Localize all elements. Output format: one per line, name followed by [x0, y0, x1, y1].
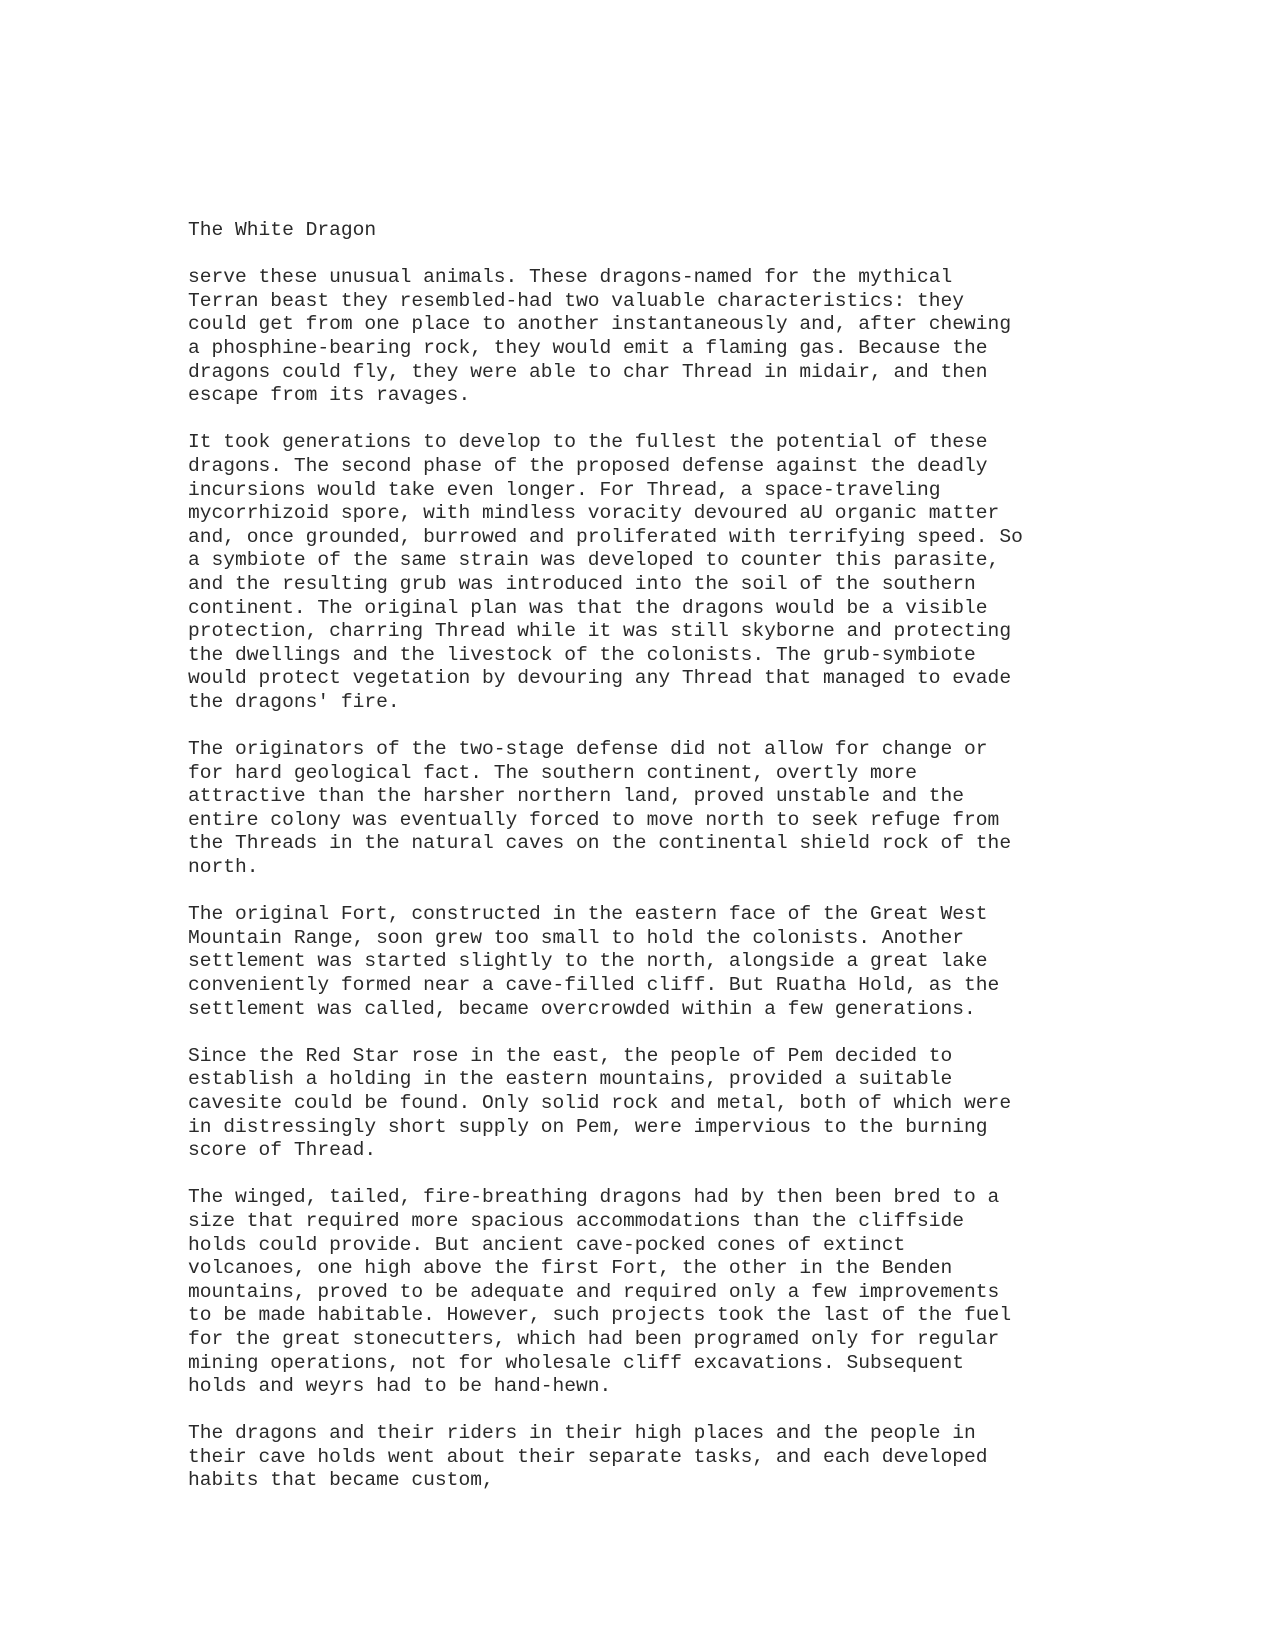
text-line: dragons could fly, they were able to char Thread in midair, and then [188, 360, 988, 383]
text-line: would protect vegetation by devouring any Thread that managed to evade [188, 667, 1012, 690]
text-line: incursions would take even longer. For Thread, a space-traveling [188, 478, 941, 501]
paragraph [188, 738, 1088, 880]
text-line: volcanoes, one high above the first Fort, the other in the Benden [188, 1257, 953, 1280]
text-line: The winged, tailed, fire-breathing dragons had by then been bred to a [188, 1186, 1000, 1209]
text-line: settlement was called, became overcrowded within a few generations. [188, 997, 976, 1020]
text-line: Terran beast they resembled-had two valuable characteristics: they [188, 289, 965, 312]
text-line: holds and weyrs had to be hand-hewn. [188, 1375, 612, 1398]
text-line: dragons. The second phase of the proposed defense against the deadly [188, 454, 988, 477]
text-line: The original Fort, constructed in the eastern face of the Great West [188, 903, 988, 926]
text-line: Mountain Range, soon grew too small to hold the colonists. Another [188, 926, 965, 949]
text-line: protection, charring Thread while it was still skyborne and protecting [188, 620, 1012, 643]
text-line: cavesite could be found. Only solid rock and metal, both of which were [188, 1091, 1012, 1114]
text-line: It took generations to develop to the fullest the potential of these [188, 431, 988, 454]
text-line: size that required more spacious accommodations than the cliffside [188, 1209, 965, 1232]
paragraph [188, 1045, 1088, 1163]
text-line: the dwellings and the livestock of the colonists. The grub-symbiote [188, 643, 976, 666]
text-line: and the resulting grub was introduced into the soil of the southern [188, 572, 976, 595]
text-line: holds could provide. But ancient cave-pocked cones of extinct [188, 1233, 906, 1256]
paragraph [188, 903, 1088, 1021]
text-line: to be made habitable. However, such projects took the last of the fuel [188, 1304, 1012, 1327]
text-line: habits that became custom, [188, 1469, 494, 1492]
text-line: the Threads in the natural caves on the continental shield rock of the [188, 832, 1012, 855]
text-line: north. [188, 856, 259, 879]
text-line: and, once grounded, burrowed and proliferated with terrifying speed. So [188, 525, 1023, 548]
text-line: serve these unusual animals. These dragons-named for the mythical [188, 266, 953, 289]
paragraph [188, 431, 1088, 714]
text-line: The dragons and their riders in their high places and the people in [188, 1422, 976, 1445]
paragraph [188, 1186, 1088, 1398]
text-line: for hard geological fact. The southern continent, overtly more [188, 761, 918, 784]
text-line: entire colony was eventually forced to move north to seek refuge from [188, 808, 1000, 831]
text-line: their cave holds went about their separate tasks, and each developed [188, 1445, 988, 1468]
text-line: The originators of the two-stage defense did not allow for change or [188, 738, 988, 761]
text-line: a phosphine-bearing rock, they would emit a flaming gas. Because the [188, 336, 988, 359]
text-line: mountains, proved to be adequate and required only a few improvements [188, 1280, 1000, 1303]
page-content [188, 219, 1088, 1517]
text-line: continent. The original plan was that the dragons would be a visible [188, 596, 988, 619]
text-line: for the great stonecutters, which had been programed only for regular [188, 1327, 1000, 1350]
text-line: the dragons' fire. [188, 690, 400, 713]
text-line: mining operations, not for wholesale cliff excavations. Subsequent [188, 1351, 965, 1374]
text-line: settlement was started slightly to the north, alongside a great lake [188, 950, 988, 973]
text-line: attractive than the harsher northern land, proved unstable and the [188, 785, 965, 808]
text-line: a symbiote of the same strain was developed to counter this parasite, [188, 549, 1000, 572]
text-line: score of Thread. [188, 1139, 377, 1162]
text-line: in distressingly short supply on Pem, were impervious to the burning [188, 1115, 988, 1138]
paragraph [188, 266, 1088, 408]
text-line: could get from one place to another instantaneously and, after chewing [188, 313, 1012, 336]
text-line: mycorrhizoid spore, with mindless voracity devoured aU organic matter [188, 502, 1000, 525]
running-header: The White Dragon [188, 219, 377, 241]
text-line: escape from its ravages. [188, 384, 471, 407]
body-text [188, 266, 1088, 1493]
paragraph [188, 1422, 1088, 1493]
text-line: conveniently formed near a cave-filled cliff. But Ruatha Hold, as the [188, 974, 1000, 996]
text-line: Since the Red Star rose in the east, the people of Pem decided to [188, 1044, 953, 1067]
text-line: establish a holding in the eastern mountains, provided a suitable [188, 1068, 953, 1091]
